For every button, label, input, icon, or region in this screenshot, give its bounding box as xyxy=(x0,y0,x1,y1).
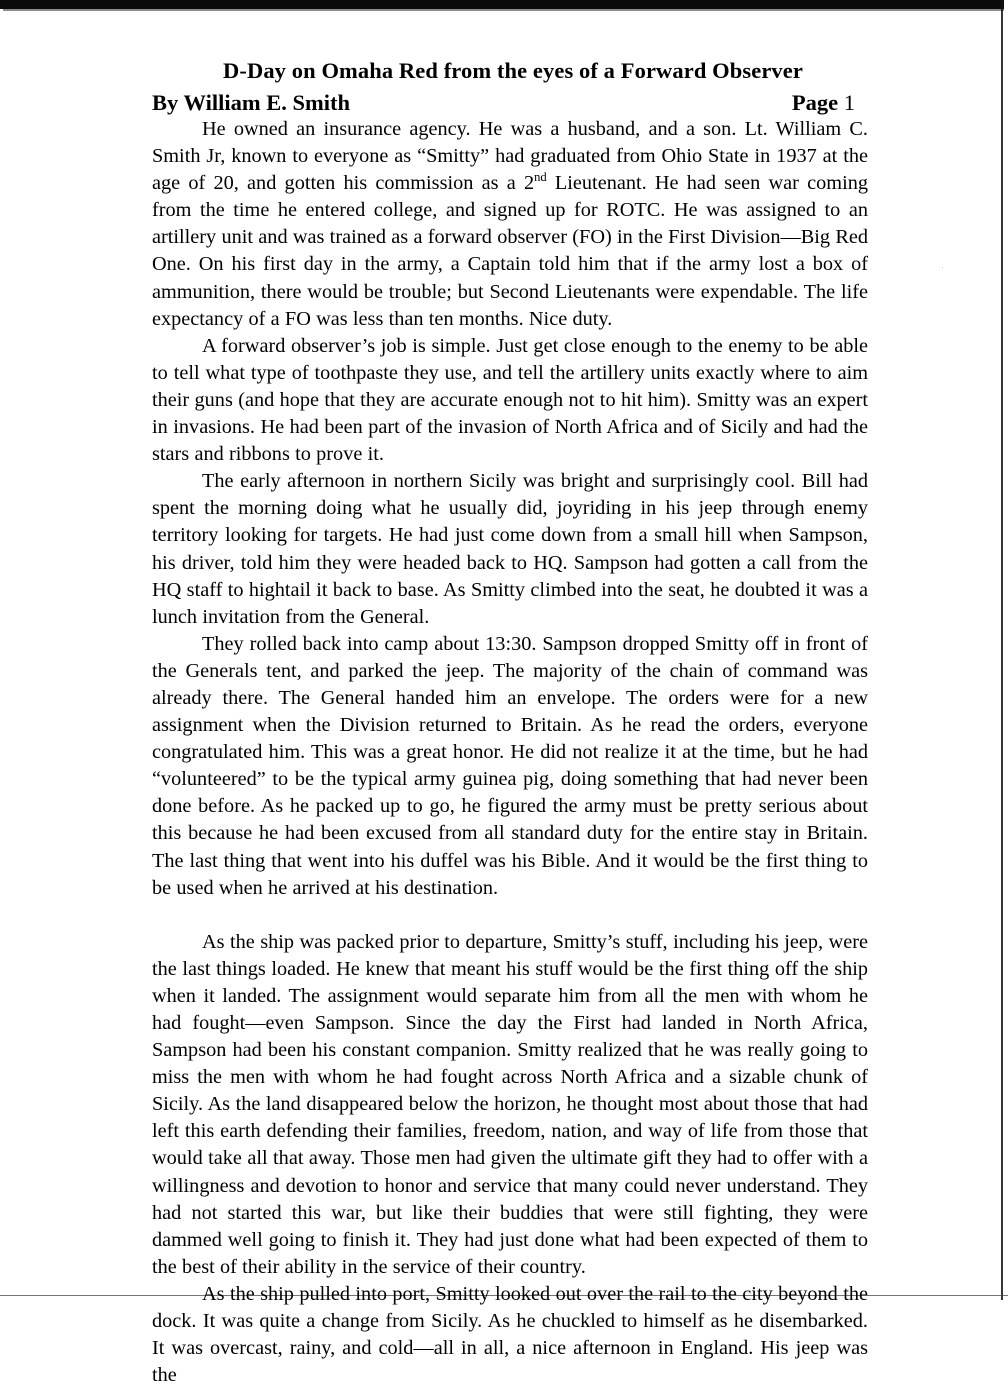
body-paragraph xyxy=(152,333,868,468)
page-number-value: 1 xyxy=(838,90,855,115)
body-paragraph xyxy=(152,631,868,902)
body-paragraph xyxy=(152,116,868,333)
paragraph-text: A forward observer’s job is simple. Just get close enough to the enemy to be able to tell what type of toothpaste they use, and tell the artillery units exactly where to aim their guns (and hope that they are accurate enough not to hit him). Smitty was an expert in invasions. He had been part of the invasion of North Africa and of Sicily and had the stars and ribbons to prove it. xyxy=(152,334,868,466)
scan-speck-artifact: · xyxy=(941,262,944,272)
scan-right-edge-line xyxy=(1001,0,1003,1300)
body-paragraph xyxy=(152,1281,868,1389)
scan-top-edge-band xyxy=(0,0,1008,9)
page-title: D-Day on Omaha Red from the eyes of a Forward Observer xyxy=(223,58,803,83)
paragraph-text: He owned an insurance agency. He was a husband, and a son. Lt. William C. Smith Jr, known to everyone as “Smitty” had graduated from Ohio State in 1937 at the age of 20, and gotten his commission as a 2 xyxy=(152,118,868,195)
author-byline: By William E. Smith xyxy=(152,90,350,115)
body-paragraph xyxy=(152,468,868,631)
scan-left-edge-margin xyxy=(0,9,3,1300)
paragraph-text: As the ship pulled into port, Smitty looked out over the rail to the city beyond the dock. It was quite a change from Sicily. As he chuckled to himself as he disembarked. It was overcast, rainy, and cold—all in all, a nice afternoon in England. His jeep was the xyxy=(152,1282,868,1387)
byline-row xyxy=(152,88,868,117)
body-paragraph xyxy=(152,929,868,1281)
document-body xyxy=(152,116,868,1389)
paragraph-text: As the ship was packed prior to departure, Smitty’s stuff, including his jeep, were the last things loaded. He knew that meant his stuff would be the first thing off the ship when it landed. The assignment would separate him from all the men with whom he had fought—even Sampson. Since the day the First had landed in North Africa, Sampson had been his constant companion. Smitty realized that he was really going to miss the men with whom he had fought across North Africa and a sizable chunk of Sicily. As the land disappeared below the horizon, he thought most about those that had left this earth defending their families, freedom, nation, and way of life from those that would take all that away. Those men had given the ultimate gift they had to offer with a willingness and devotion to honor and service that many could never understand. They had not started this war, but like their buddies that were still fighting, they were dammed well going to finish it. They had just done what had been expected of them to the best of their ability in the service of their country. xyxy=(152,930,868,1278)
document-header xyxy=(152,56,868,117)
page-label: Page xyxy=(791,90,839,115)
page-number-marker xyxy=(792,88,868,117)
ordinal-superscript: nd xyxy=(534,170,547,185)
scan-right-outer-margin xyxy=(1004,0,1008,1300)
paragraph-text: Lieutenant. He had seen war coming from the time he entered college, and signed up for ROTC. He was assigned to an artillery unit and was trained as a forward observer (FO) in the First Division—Big Red One. On his first day in the army, a Captain told him that if the army lost a box of ammunition, there would be trouble; but Second Lieutenants were expendable. The life expectancy of a FO was less than ten months. Nice duty. xyxy=(152,172,868,330)
paragraph-text: They rolled back into camp about 13:30. Sampson dropped Smitty off in front of the Generals tent, and parked the jeep. The majority of the chain of command was already there. The General handed him an envelope. The orders were for a new assignment when the Division returned to Britain. As he read the orders, everyone congratulated him. This was a great honor. He did not realize it at the time, but he had “volunteered” to be the typical army guinea pig, doing something that had never been done before. As he packed up to go, he figured the army must be pretty serious about this because he had been excused from all standard duty for the entire stay in Britain. The last thing that went into his duffel was his Bible. And it would be the first thing to be used when he arrived at his destination. xyxy=(152,632,868,899)
paragraph-text: The early afternoon in northern Sicily was bright and surprisingly cool. Bill had spent the morning doing what he usually did, joyriding in his jeep through enemy territory looking for targets. He had just come down from a small hill when Sampson, his driver, told him they were headed back to HQ. Sampson had gotten a call from the HQ staff to hightail it back to base. As Smitty climbed into the seat, he doubted it was a lunch invitation from the General. xyxy=(152,470,868,628)
